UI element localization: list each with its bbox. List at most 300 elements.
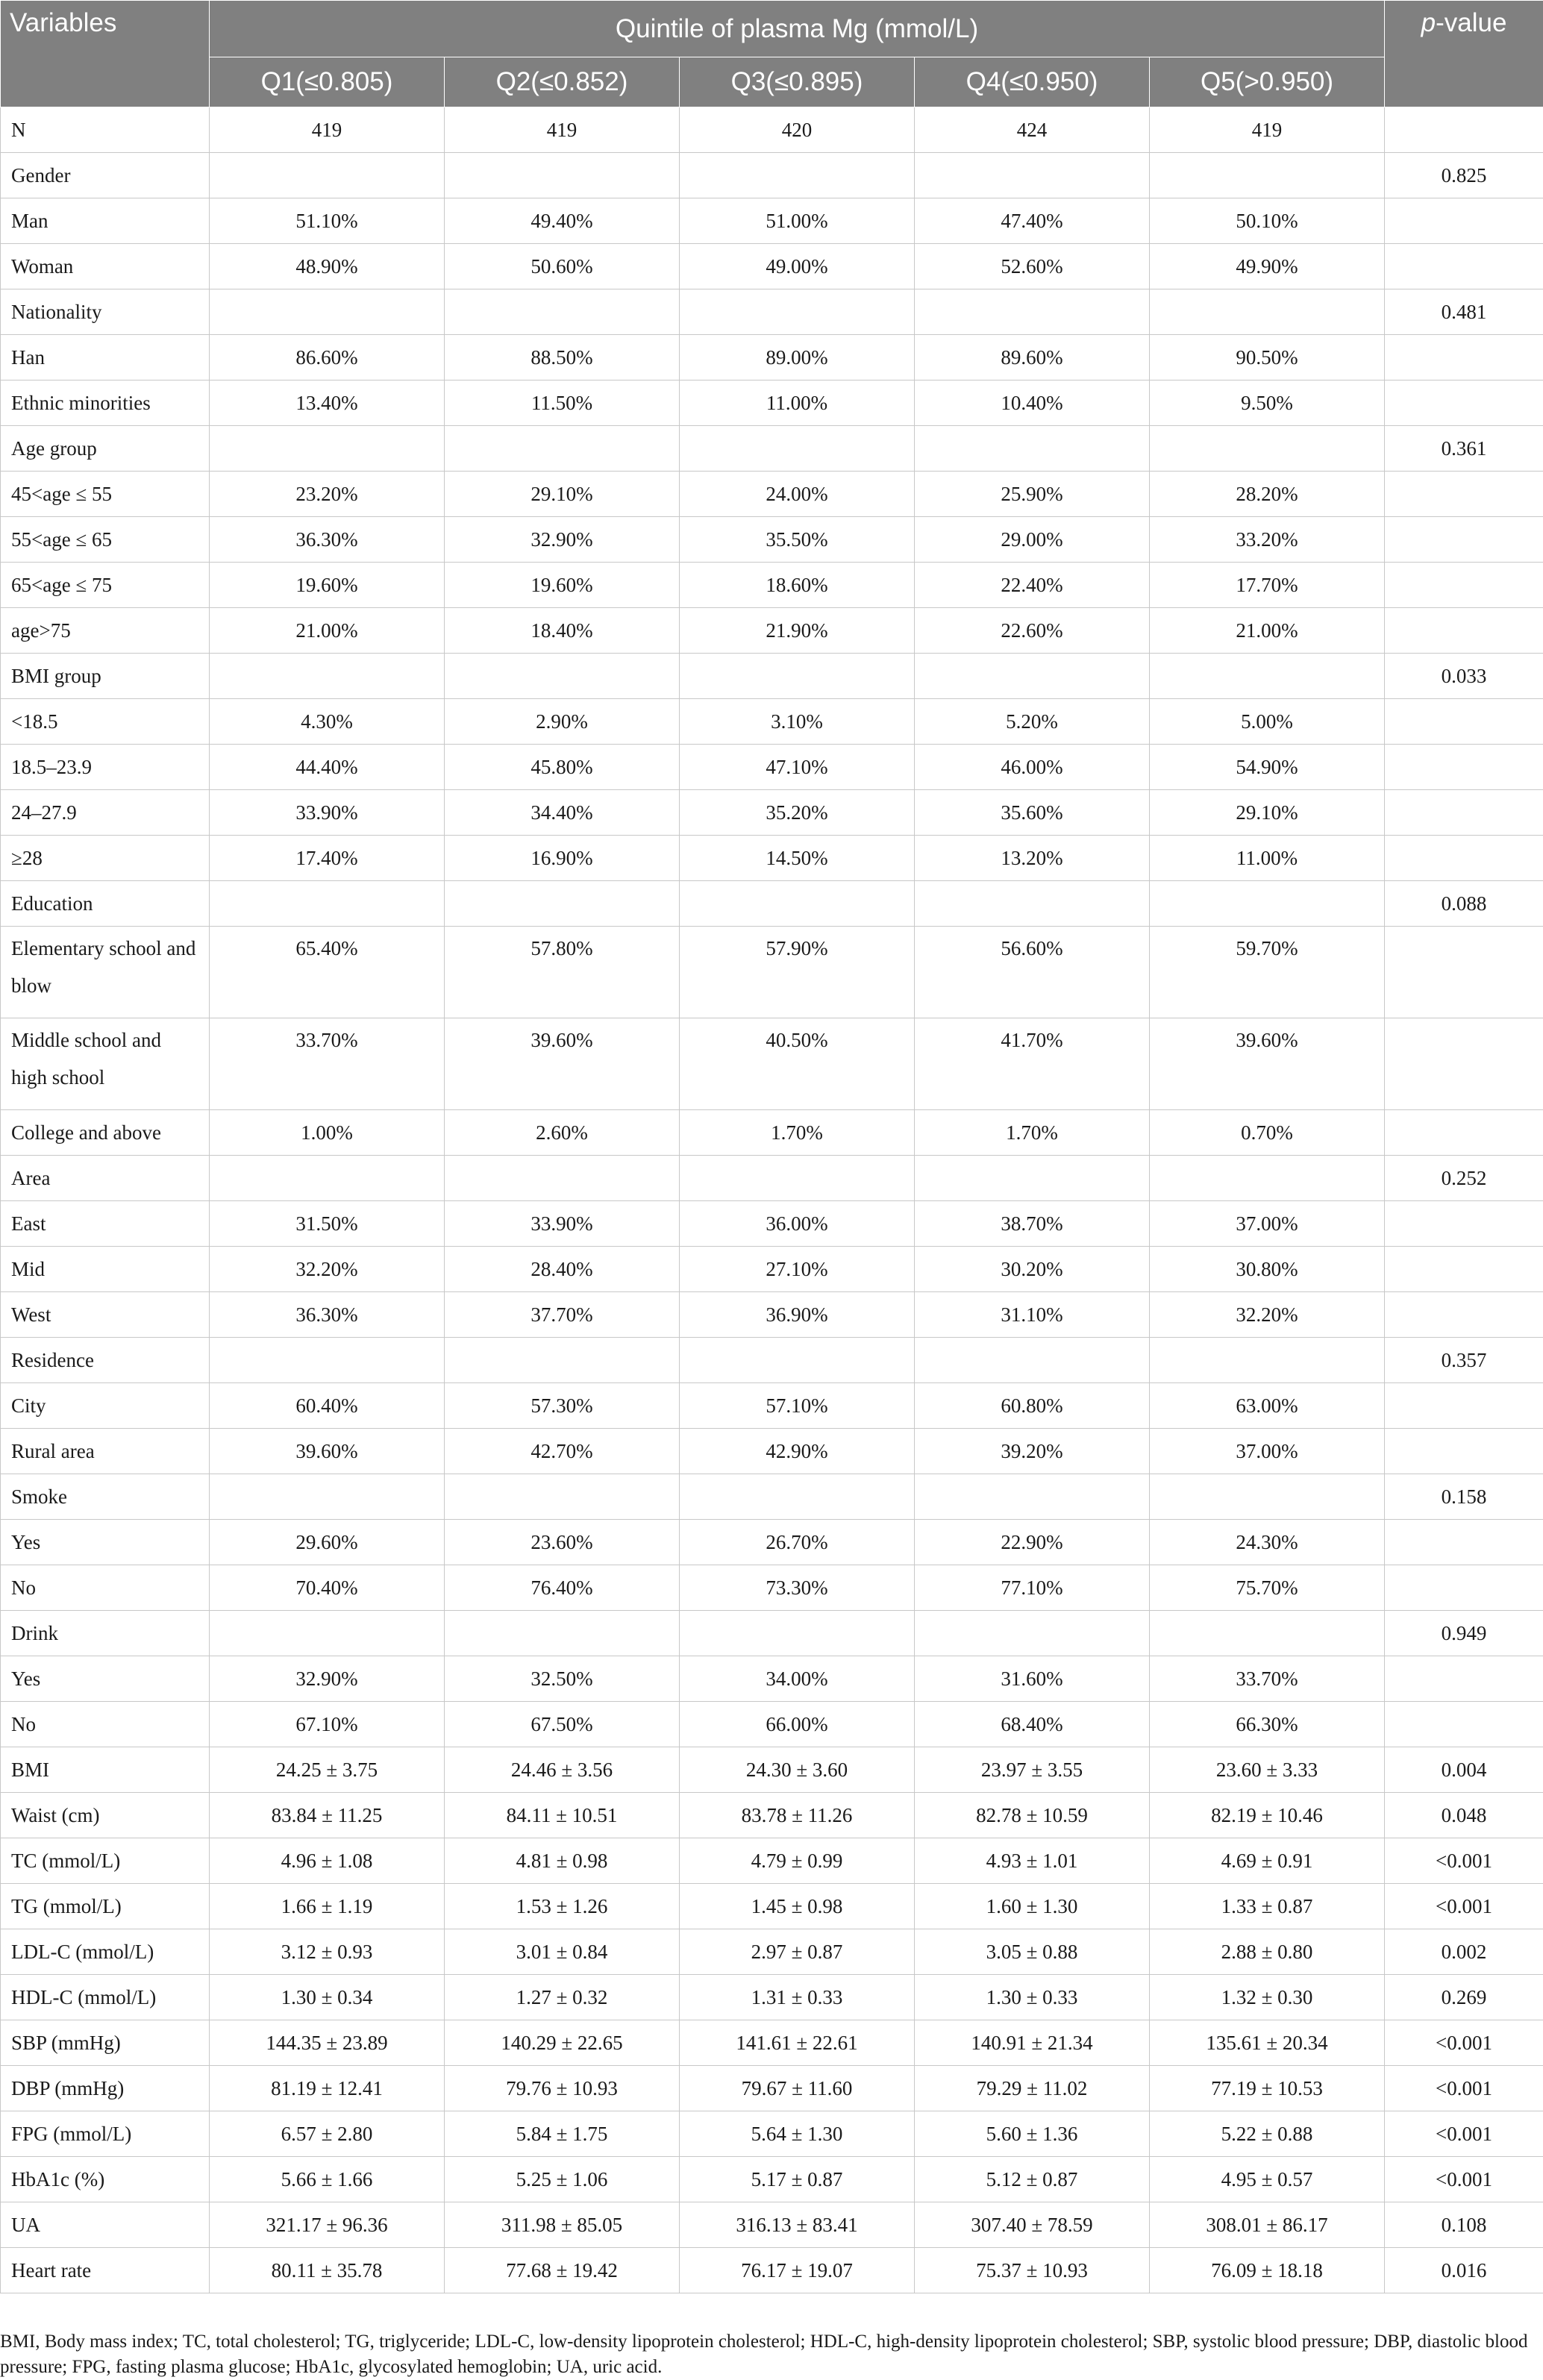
cell-q4: 79.29 ± 11.02 <box>915 2066 1150 2111</box>
cell-p-value <box>1385 1565 1543 1611</box>
cell-q4: 3.05 ± 0.88 <box>915 1929 1150 1975</box>
table-row <box>1 608 1543 654</box>
cell-p-value: 0.481 <box>1385 289 1543 335</box>
cell-q4: 23.97 ± 3.55 <box>915 1747 1150 1793</box>
cell-q4: 1.60 ± 1.30 <box>915 1884 1150 1929</box>
cell-q3: 24.30 ± 3.60 <box>680 1747 915 1793</box>
row-label: <18.5 <box>1 699 210 745</box>
cell-q2: 77.68 ± 19.42 <box>445 2248 680 2293</box>
cell-q4: 29.00% <box>915 517 1150 563</box>
row-label: UA <box>1 2202 210 2248</box>
row-label: No <box>1 1565 210 1611</box>
cell-q4 <box>915 1338 1150 1383</box>
cell-q1: 4.30% <box>210 699 445 745</box>
cell-p-value <box>1385 1429 1543 1474</box>
cell-p-value: <0.001 <box>1385 1838 1543 1884</box>
p-suffix: -value <box>1436 8 1506 37</box>
cell-q4: 31.60% <box>915 1656 1150 1702</box>
cell-q5: 50.10% <box>1150 198 1385 244</box>
cell-q4 <box>915 289 1150 335</box>
cell-q5: 1.32 ± 0.30 <box>1150 1975 1385 2020</box>
cell-q3: 57.10% <box>680 1383 915 1429</box>
cell-q1 <box>210 426 445 472</box>
cell-q5: 82.19 ± 10.46 <box>1150 1793 1385 1838</box>
row-label: BMI group <box>1 654 210 699</box>
row-label: Age group <box>1 426 210 472</box>
cell-q4: 22.40% <box>915 563 1150 608</box>
cell-q3: 83.78 ± 11.26 <box>680 1793 915 1838</box>
row-label: Elementary school and blow <box>1 927 210 1018</box>
cell-q1: 51.10% <box>210 198 445 244</box>
cell-q1: 60.40% <box>210 1383 445 1429</box>
cell-q5: 5.00% <box>1150 699 1385 745</box>
cell-q3: 34.00% <box>680 1656 915 1702</box>
row-label: Heart rate <box>1 2248 210 2293</box>
table-row <box>1 1838 1543 1884</box>
cell-q2 <box>445 881 680 927</box>
table-row <box>1 1520 1543 1565</box>
table-row <box>1 563 1543 608</box>
cell-q5: 33.70% <box>1150 1656 1385 1702</box>
cell-q2: 33.90% <box>445 1201 680 1247</box>
cell-q4: 56.60% <box>915 927 1150 1018</box>
cell-q1: 6.57 ± 2.80 <box>210 2111 445 2157</box>
cell-q4: 1.30 ± 0.33 <box>915 1975 1150 2020</box>
cell-q5: 59.70% <box>1150 927 1385 1018</box>
cell-q5: 63.00% <box>1150 1383 1385 1429</box>
cell-q1: 419 <box>210 107 445 153</box>
cell-q3 <box>680 289 915 335</box>
table-row <box>1 335 1543 381</box>
row-label: TC (mmol/L) <box>1 1838 210 1884</box>
cell-q5: 37.00% <box>1150 1201 1385 1247</box>
cell-p-value <box>1385 1247 1543 1292</box>
cell-q3: 51.00% <box>680 198 915 244</box>
table-row <box>1 198 1543 244</box>
cell-q3: 35.20% <box>680 790 915 836</box>
cell-q3: 4.79 ± 0.99 <box>680 1838 915 1884</box>
cell-q4: 31.10% <box>915 1292 1150 1338</box>
cell-q1 <box>210 1338 445 1383</box>
cell-q4: 5.20% <box>915 699 1150 745</box>
cell-q2: 42.70% <box>445 1429 680 1474</box>
cell-q3 <box>680 881 915 927</box>
cell-q5 <box>1150 1338 1385 1383</box>
cell-q5: 54.90% <box>1150 745 1385 790</box>
row-label: College and above <box>1 1110 210 1156</box>
cell-q4: 46.00% <box>915 745 1150 790</box>
table-row <box>1 2111 1543 2157</box>
cell-p-value <box>1385 1018 1543 1110</box>
table-row <box>1 2248 1543 2293</box>
table-row <box>1 1156 1543 1201</box>
cell-q3 <box>680 153 915 198</box>
cell-p-value: 0.088 <box>1385 881 1543 927</box>
cell-q1: 67.10% <box>210 1702 445 1747</box>
cell-q4 <box>915 1474 1150 1520</box>
cell-p-value: 0.033 <box>1385 654 1543 699</box>
cell-q5 <box>1150 153 1385 198</box>
cell-q2: 2.60% <box>445 1110 680 1156</box>
cell-q5: 308.01 ± 86.17 <box>1150 2202 1385 2248</box>
row-label: 18.5–23.9 <box>1 745 210 790</box>
cell-p-value <box>1385 608 1543 654</box>
cell-q5: 4.69 ± 0.91 <box>1150 1838 1385 1884</box>
cell-q4: 25.90% <box>915 472 1150 517</box>
cell-q4 <box>915 426 1150 472</box>
cell-q3 <box>680 426 915 472</box>
cell-p-value: <0.001 <box>1385 2066 1543 2111</box>
cell-q5: 76.09 ± 18.18 <box>1150 2248 1385 2293</box>
table-row <box>1 1793 1543 1838</box>
cell-q1: 1.66 ± 1.19 <box>210 1884 445 1929</box>
cell-q5: 0.70% <box>1150 1110 1385 1156</box>
cell-p-value: 0.361 <box>1385 426 1543 472</box>
cell-q5 <box>1150 289 1385 335</box>
table-row <box>1 1702 1543 1747</box>
cell-q4: 41.70% <box>915 1018 1150 1110</box>
cell-q2: 19.60% <box>445 563 680 608</box>
cell-q1: 29.60% <box>210 1520 445 1565</box>
cell-q4 <box>915 153 1150 198</box>
cell-q1 <box>210 881 445 927</box>
cell-p-value <box>1385 699 1543 745</box>
quintile-header-q4: Q4(≤0.950) <box>915 57 1150 107</box>
table-row <box>1 790 1543 836</box>
cell-q5 <box>1150 654 1385 699</box>
cell-q3: 42.90% <box>680 1429 915 1474</box>
cell-q1: 81.19 ± 12.41 <box>210 2066 445 2111</box>
cell-q5: 23.60 ± 3.33 <box>1150 1747 1385 1793</box>
table-row <box>1 1656 1543 1702</box>
cell-q1: 3.12 ± 0.93 <box>210 1929 445 1975</box>
table-row <box>1 153 1543 198</box>
cell-q4: 30.20% <box>915 1247 1150 1292</box>
cell-p-value <box>1385 517 1543 563</box>
table-row <box>1 2157 1543 2202</box>
cell-q3: 26.70% <box>680 1520 915 1565</box>
row-label: 65<age ≤ 75 <box>1 563 210 608</box>
cell-q4: 5.60 ± 1.36 <box>915 2111 1150 2157</box>
row-label: East <box>1 1201 210 1247</box>
table-row <box>1 426 1543 472</box>
row-label: Mid <box>1 1247 210 1292</box>
cell-p-value <box>1385 1656 1543 1702</box>
row-label: City <box>1 1383 210 1429</box>
cell-p-value: 0.158 <box>1385 1474 1543 1520</box>
cell-q1: 1.30 ± 0.34 <box>210 1975 445 2020</box>
quintile-header-q5: Q5(>0.950) <box>1150 57 1385 107</box>
table-row <box>1 1929 1543 1975</box>
cell-p-value <box>1385 1292 1543 1338</box>
cell-p-value: 0.004 <box>1385 1747 1543 1793</box>
table-row <box>1 2020 1543 2066</box>
row-label: Drink <box>1 1611 210 1656</box>
cell-q3: 35.50% <box>680 517 915 563</box>
cell-q5: 32.20% <box>1150 1292 1385 1338</box>
table-row <box>1 2066 1543 2111</box>
table-row <box>1 381 1543 426</box>
cell-q2: 5.25 ± 1.06 <box>445 2157 680 2202</box>
row-label: Ethnic minorities <box>1 381 210 426</box>
cell-p-value <box>1385 563 1543 608</box>
cell-q3 <box>680 1338 915 1383</box>
table-row <box>1 1474 1543 1520</box>
cell-q2: 84.11 ± 10.51 <box>445 1793 680 1838</box>
cell-q2: 29.10% <box>445 472 680 517</box>
cell-q3: 36.00% <box>680 1201 915 1247</box>
cell-q1: 48.90% <box>210 244 445 289</box>
row-label: Area <box>1 1156 210 1201</box>
cell-q1 <box>210 654 445 699</box>
p-value-header <box>1385 1 1543 107</box>
cell-q5: 39.60% <box>1150 1018 1385 1110</box>
cell-q1: 33.90% <box>210 790 445 836</box>
cell-q3: 76.17 ± 19.07 <box>680 2248 915 2293</box>
cell-q1: 17.40% <box>210 836 445 881</box>
table-row <box>1 1292 1543 1338</box>
cell-q5: 5.22 ± 0.88 <box>1150 2111 1385 2157</box>
table-footnote: BMI, Body mass index; TC, total cholesterol; TG, triglyceride; LDL-C, low-density lipoprotein cholesterol; HDL-C, high-density lipoprotein cholesterol; SBP, systolic blood pressure; DBP, diastolic blood pressure; FPG, fasting plasma glucose; HbA1c, glycosylated hemoglobin; UA, uric acid. <box>0 2329 1537 2380</box>
cell-q2: 79.76 ± 10.93 <box>445 2066 680 2111</box>
row-label: Rural area <box>1 1429 210 1474</box>
table-row <box>1 2202 1543 2248</box>
cell-q1: 144.35 ± 23.89 <box>210 2020 445 2066</box>
cell-q5: 30.80% <box>1150 1247 1385 1292</box>
cell-q3: 47.10% <box>680 745 915 790</box>
cell-q4: 47.40% <box>915 198 1150 244</box>
cell-q2: 311.98 ± 85.05 <box>445 2202 680 2248</box>
cell-q2: 1.53 ± 1.26 <box>445 1884 680 1929</box>
cell-q5 <box>1150 1474 1385 1520</box>
cell-q1 <box>210 1611 445 1656</box>
cell-q3 <box>680 1156 915 1201</box>
cell-q2: 34.40% <box>445 790 680 836</box>
cell-q4: 22.60% <box>915 608 1150 654</box>
cell-q4: 35.60% <box>915 790 1150 836</box>
cell-p-value: 0.825 <box>1385 153 1543 198</box>
cell-q2: 419 <box>445 107 680 153</box>
row-label: ≥28 <box>1 836 210 881</box>
cell-q2: 67.50% <box>445 1702 680 1747</box>
cell-q2: 49.40% <box>445 198 680 244</box>
cell-q2 <box>445 1338 680 1383</box>
cell-q3: 11.00% <box>680 381 915 426</box>
cell-q4: 140.91 ± 21.34 <box>915 2020 1150 2066</box>
table-row <box>1 927 1543 1018</box>
cell-q3: 40.50% <box>680 1018 915 1110</box>
cell-q3: 5.17 ± 0.87 <box>680 2157 915 2202</box>
cell-q5: 77.19 ± 10.53 <box>1150 2066 1385 2111</box>
cell-q4 <box>915 1156 1150 1201</box>
cell-q1: 13.40% <box>210 381 445 426</box>
table-row <box>1 654 1543 699</box>
cell-p-value: <0.001 <box>1385 2020 1543 2066</box>
cell-q2: 16.90% <box>445 836 680 881</box>
table-row <box>1 1338 1543 1383</box>
cell-p-value: 0.016 <box>1385 2248 1543 2293</box>
row-label: LDL-C (mmol/L) <box>1 1929 210 1975</box>
cell-q1: 5.66 ± 1.66 <box>210 2157 445 2202</box>
cell-q4: 60.80% <box>915 1383 1150 1429</box>
cell-q3: 316.13 ± 83.41 <box>680 2202 915 2248</box>
cell-q3: 141.61 ± 22.61 <box>680 2020 915 2066</box>
cell-q5: 66.30% <box>1150 1702 1385 1747</box>
cell-q5 <box>1150 1156 1385 1201</box>
cell-q1: 39.60% <box>210 1429 445 1474</box>
cell-q2: 11.50% <box>445 381 680 426</box>
cell-q2 <box>445 289 680 335</box>
cell-p-value <box>1385 381 1543 426</box>
cell-q5: 37.00% <box>1150 1429 1385 1474</box>
cell-q2: 1.27 ± 0.32 <box>445 1975 680 2020</box>
cell-q1: 1.00% <box>210 1110 445 1156</box>
cell-q2: 39.60% <box>445 1018 680 1110</box>
cell-q2: 37.70% <box>445 1292 680 1338</box>
quintile-header-q3: Q3(≤0.895) <box>680 57 915 107</box>
table-row <box>1 1201 1543 1247</box>
cell-p-value: 0.357 <box>1385 1338 1543 1383</box>
cell-p-value: 0.002 <box>1385 1929 1543 1975</box>
quintile-header-q2: Q2(≤0.852) <box>445 57 680 107</box>
cell-p-value <box>1385 244 1543 289</box>
table-row <box>1 745 1543 790</box>
cell-q4: 307.40 ± 78.59 <box>915 2202 1150 2248</box>
cell-q5: 24.30% <box>1150 1520 1385 1565</box>
cell-q3: 420 <box>680 107 915 153</box>
cell-q4 <box>915 654 1150 699</box>
cell-q4: 10.40% <box>915 381 1150 426</box>
table-row <box>1 289 1543 335</box>
cell-q4: 38.70% <box>915 1201 1150 1247</box>
cell-q2 <box>445 153 680 198</box>
cell-q2: 32.90% <box>445 517 680 563</box>
cell-q3: 27.10% <box>680 1247 915 1292</box>
row-label: FPG (mmol/L) <box>1 2111 210 2157</box>
cell-q1: 65.40% <box>210 927 445 1018</box>
table-row <box>1 107 1543 153</box>
row-label: Education <box>1 881 210 927</box>
cell-q1 <box>210 289 445 335</box>
row-label: TG (mmol/L) <box>1 1884 210 1929</box>
cell-q4: 5.12 ± 0.87 <box>915 2157 1150 2202</box>
cell-q2: 2.90% <box>445 699 680 745</box>
table-row <box>1 1383 1543 1429</box>
cell-q3: 66.00% <box>680 1702 915 1747</box>
cell-p-value: 0.949 <box>1385 1611 1543 1656</box>
row-label: Woman <box>1 244 210 289</box>
cell-q5: 11.00% <box>1150 836 1385 881</box>
cell-q3: 73.30% <box>680 1565 915 1611</box>
cell-q3: 5.64 ± 1.30 <box>680 2111 915 2157</box>
row-label: Middle school and high school <box>1 1018 210 1110</box>
cell-q2: 28.40% <box>445 1247 680 1292</box>
cell-q5: 135.61 ± 20.34 <box>1150 2020 1385 2066</box>
row-label: Residence <box>1 1338 210 1383</box>
cell-q5: 2.88 ± 0.80 <box>1150 1929 1385 1975</box>
cell-q5: 419 <box>1150 107 1385 153</box>
cell-q3: 89.00% <box>680 335 915 381</box>
cell-q5: 4.95 ± 0.57 <box>1150 2157 1385 2202</box>
cell-q2 <box>445 426 680 472</box>
table-row <box>1 517 1543 563</box>
cell-q2: 32.50% <box>445 1656 680 1702</box>
quintile-header-q1: Q1(≤0.805) <box>210 57 445 107</box>
cell-q5 <box>1150 426 1385 472</box>
cell-q2: 4.81 ± 0.98 <box>445 1838 680 1884</box>
cell-q1: 86.60% <box>210 335 445 381</box>
cell-q1: 32.20% <box>210 1247 445 1292</box>
cell-q1: 24.25 ± 3.75 <box>210 1747 445 1793</box>
cell-p-value <box>1385 1702 1543 1747</box>
cell-q3: 36.90% <box>680 1292 915 1338</box>
cell-q1: 19.60% <box>210 563 445 608</box>
table-row <box>1 1747 1543 1793</box>
cell-q2: 3.01 ± 0.84 <box>445 1929 680 1975</box>
cell-q3: 24.00% <box>680 472 915 517</box>
cell-q1: 44.40% <box>210 745 445 790</box>
row-label: No <box>1 1702 210 1747</box>
row-label: HbA1c (%) <box>1 2157 210 2202</box>
table-body <box>1 107 1543 2293</box>
quintile-group-header: Quintile of plasma Mg (mmol/L) <box>210 1 1385 57</box>
cell-p-value <box>1385 836 1543 881</box>
cell-q5: 1.33 ± 0.87 <box>1150 1884 1385 1929</box>
cell-q5 <box>1150 1611 1385 1656</box>
cell-q1: 80.11 ± 35.78 <box>210 2248 445 2293</box>
cell-p-value <box>1385 107 1543 153</box>
table-row <box>1 244 1543 289</box>
table-row <box>1 1429 1543 1474</box>
cell-q5: 9.50% <box>1150 381 1385 426</box>
row-label: Waist (cm) <box>1 1793 210 1838</box>
cell-q3: 49.00% <box>680 244 915 289</box>
cell-q5: 29.10% <box>1150 790 1385 836</box>
cell-q5: 17.70% <box>1150 563 1385 608</box>
cell-q5: 33.20% <box>1150 517 1385 563</box>
cell-p-value: 0.269 <box>1385 1975 1543 2020</box>
row-label: Yes <box>1 1520 210 1565</box>
row-label: Smoke <box>1 1474 210 1520</box>
table-row <box>1 1018 1543 1110</box>
cell-q2: 18.40% <box>445 608 680 654</box>
cell-q3: 79.67 ± 11.60 <box>680 2066 915 2111</box>
row-label: DBP (mmHg) <box>1 2066 210 2111</box>
cell-p-value <box>1385 1383 1543 1429</box>
row-label: Gender <box>1 153 210 198</box>
table-row <box>1 699 1543 745</box>
cell-q5: 90.50% <box>1150 335 1385 381</box>
cell-q1 <box>210 1474 445 1520</box>
cell-q4: 13.20% <box>915 836 1150 881</box>
cell-p-value <box>1385 790 1543 836</box>
row-label: SBP (mmHg) <box>1 2020 210 2066</box>
table-row <box>1 1565 1543 1611</box>
cell-p-value <box>1385 1201 1543 1247</box>
row-label: 24–27.9 <box>1 790 210 836</box>
cell-q3: 57.90% <box>680 927 915 1018</box>
table-row <box>1 881 1543 927</box>
cell-q1: 31.50% <box>210 1201 445 1247</box>
cell-q3: 14.50% <box>680 836 915 881</box>
cell-q4: 52.60% <box>915 244 1150 289</box>
table-row <box>1 1611 1543 1656</box>
row-label: BMI <box>1 1747 210 1793</box>
cell-q2: 50.60% <box>445 244 680 289</box>
cell-q4: 89.60% <box>915 335 1150 381</box>
cell-q1: 70.40% <box>210 1565 445 1611</box>
cell-q2: 140.29 ± 22.65 <box>445 2020 680 2066</box>
